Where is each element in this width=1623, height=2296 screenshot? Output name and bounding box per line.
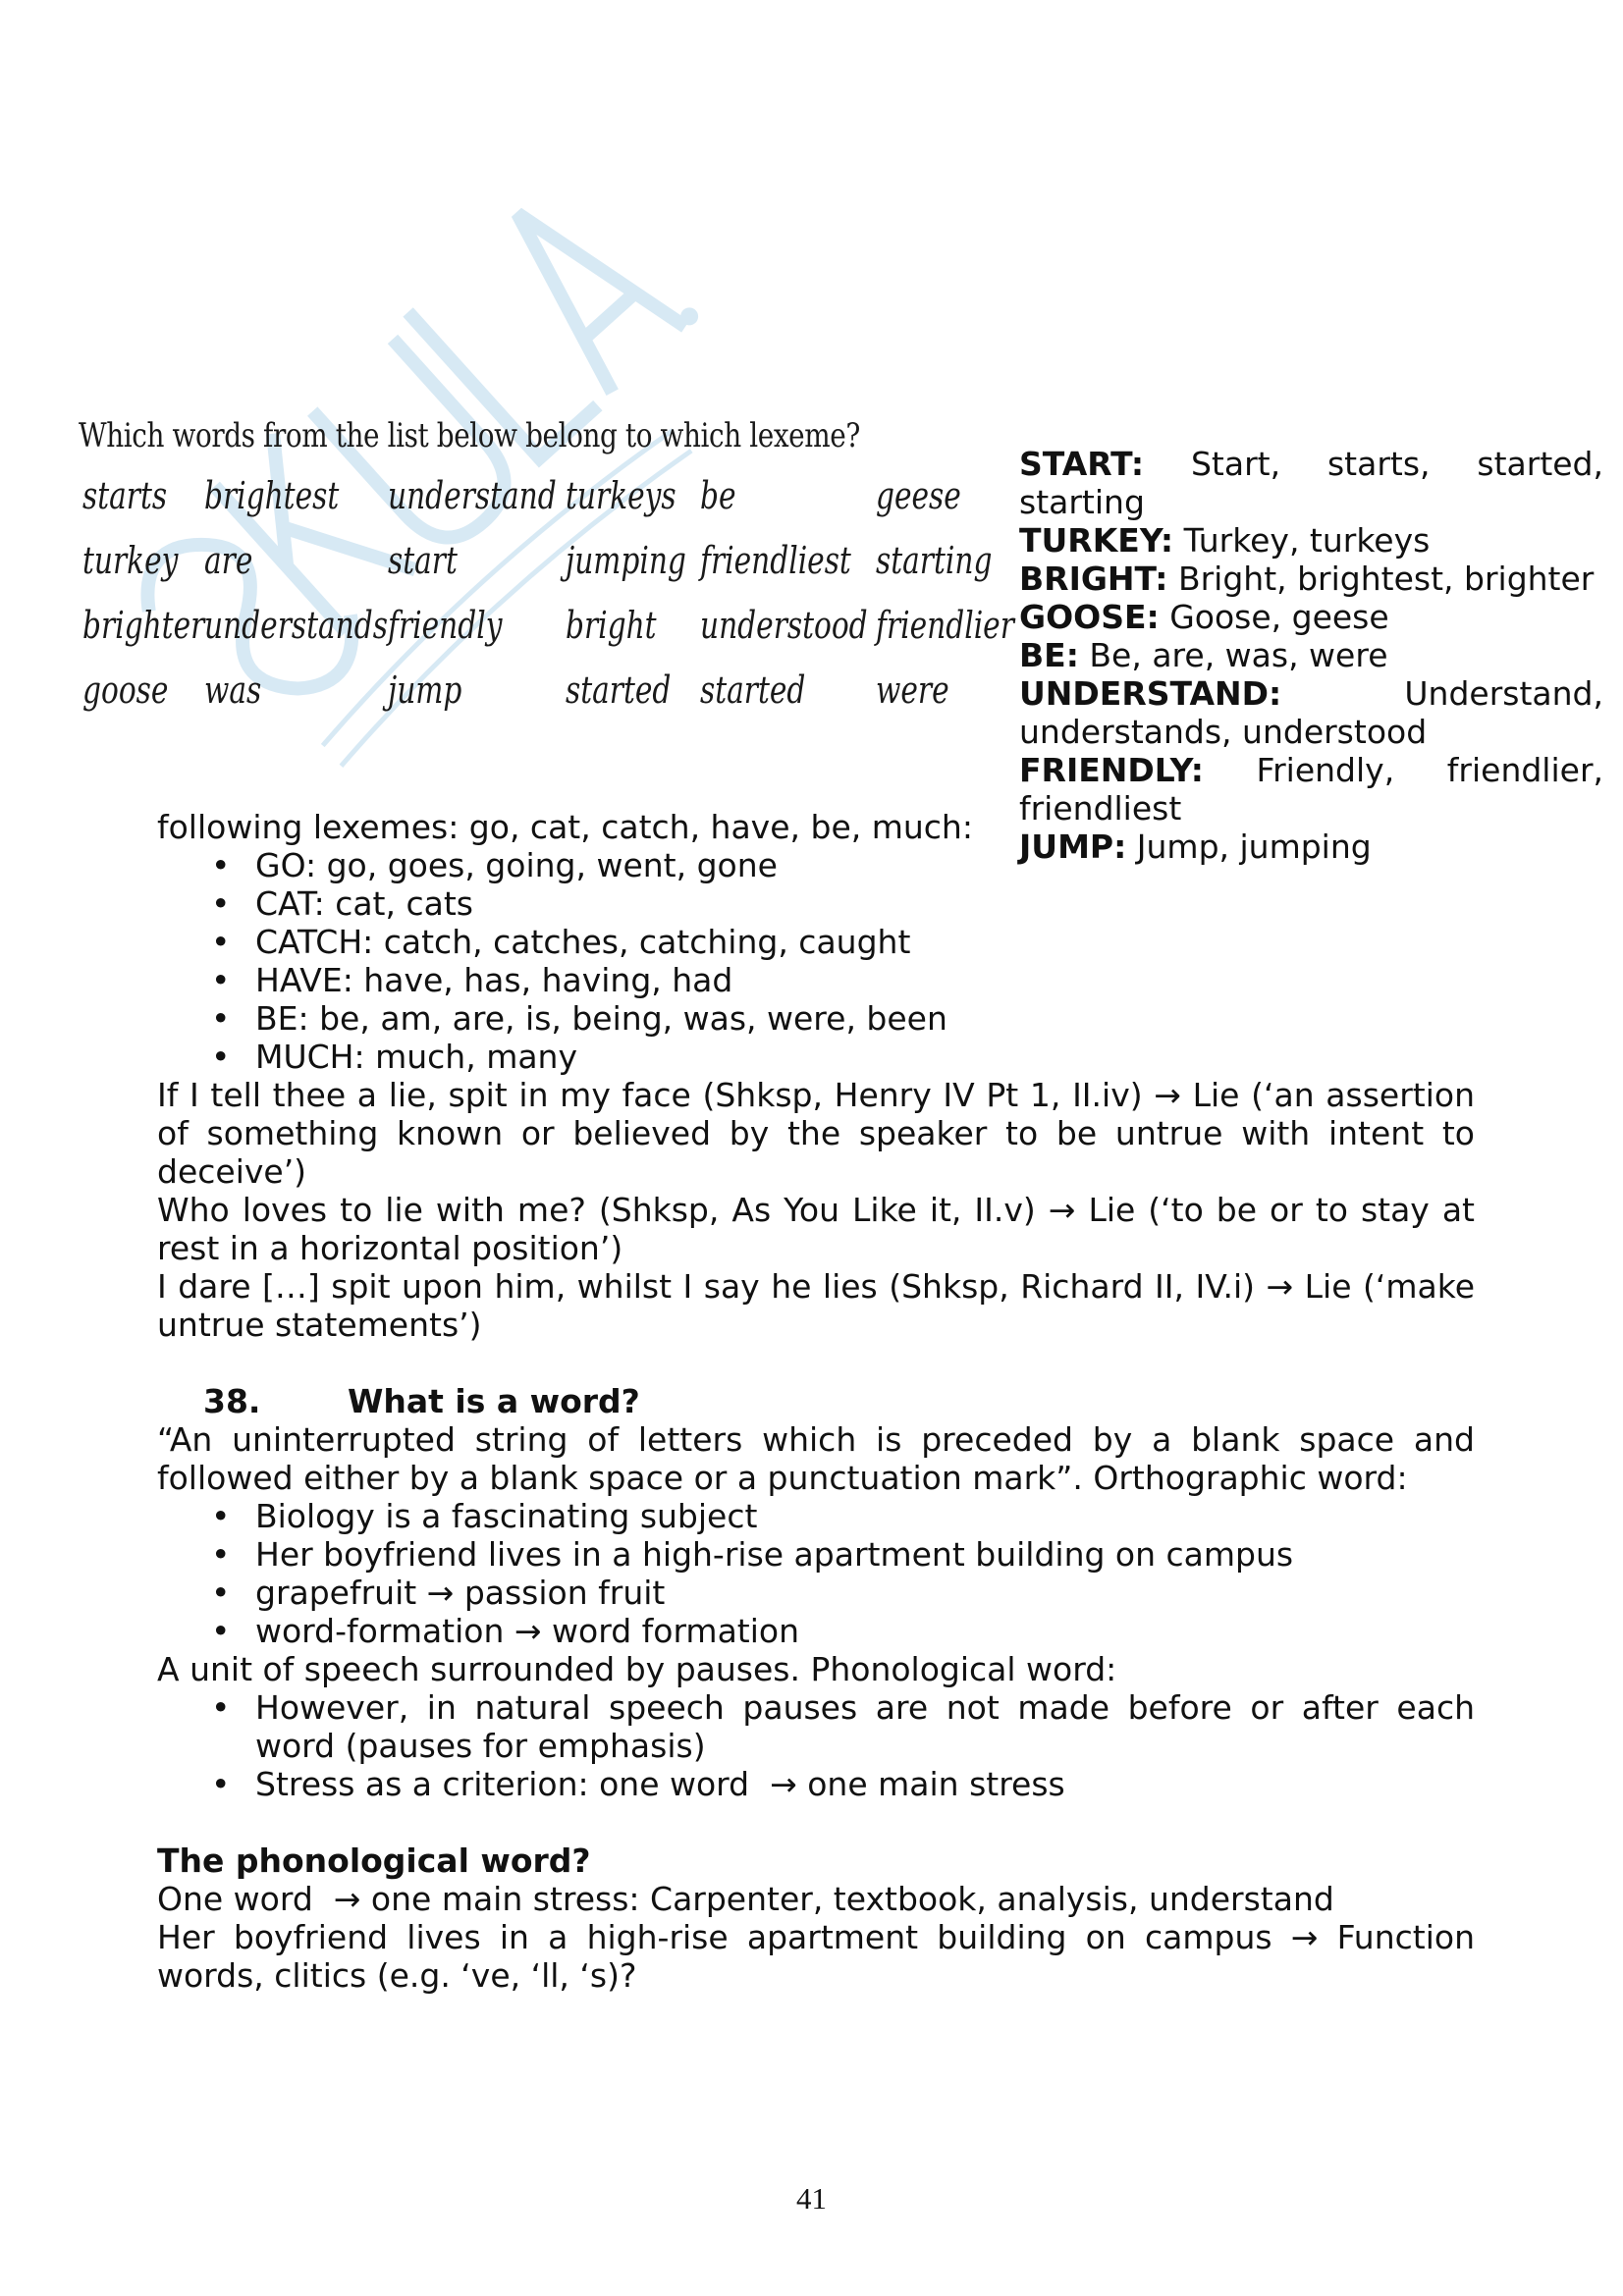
section-title: What is a word? [348, 1382, 640, 1420]
exercise-prompt: Which words from the list below belong to which lexeme? [79, 416, 860, 455]
section-heading [157, 1382, 1475, 1420]
answer-forms: Bright, brightest, brighter [1177, 560, 1595, 598]
word-cell: starting [876, 539, 993, 582]
list-item: • HAVE: have, has, having, had [255, 961, 1475, 999]
list-item: • Biology is a fascinating subject [255, 1497, 1475, 1535]
word-cell: are [204, 539, 253, 582]
word-cell: started [700, 668, 806, 712]
word-cell: jump [388, 668, 462, 712]
word-cell: friendlier [876, 604, 1014, 647]
lie-example: If I tell thee a lie, spit in my face (Shksp, Henry IV Pt 1, II.iv) → Lie (‘an assertion of something known or believed by the speaker to be untrue with intent to deceive’) [157, 1076, 1475, 1191]
page-number: 41 [796, 2181, 827, 2216]
answer-key [1019, 445, 1603, 866]
word-cell: be [700, 474, 736, 517]
answer-forms: Friendly, friendlier, friendliest [1019, 751, 1603, 828]
answer-lexeme: START: [1019, 445, 1145, 483]
phonological-heading: The phonological word? [157, 1842, 591, 1880]
phonological-line: One word → one main stress: Carpenter, textbook, analysis, understand [157, 1880, 1334, 1918]
answer-lexeme: BE: [1019, 636, 1079, 674]
word-cell: turkey [82, 539, 179, 582]
word-cell: understood [700, 604, 868, 647]
list-item: • MUCH: much, many [255, 1038, 1475, 1076]
answer-line [1019, 598, 1603, 636]
lie-example: I dare […] spit upon him, whilst I say he lies (Shksp, Richard II, IV.i) → Lie (‘make untrue statements’) [157, 1267, 1475, 1344]
answer-lexeme: FRIENDLY: [1019, 751, 1204, 789]
answer-forms: Goose, geese [1169, 598, 1389, 636]
list-item: • GO: go, goes, going, went, gone [255, 846, 1475, 884]
list-item: • Her boyfriend lives in a high-rise apartment building on campus [255, 1535, 1475, 1574]
answer-lexeme: TURKEY: [1019, 521, 1174, 560]
word-cell: start [388, 539, 458, 582]
word-cell: geese [876, 474, 961, 517]
answer-lexeme: GOOSE: [1019, 598, 1160, 636]
list-item: • BE: be, am, are, is, being, was, were, been [255, 999, 1475, 1038]
answer-line [1019, 636, 1603, 674]
answer-forms: Be, are, was, were [1089, 636, 1388, 674]
word-cell: brighter [82, 604, 205, 647]
list-item: • grapefruit → passion fruit [255, 1574, 1475, 1612]
main-body [157, 808, 1475, 1995]
word-cell: started [566, 668, 672, 712]
lie-example: Who loves to lie with me? (Shksp, As You Like it, II.v) → Lie (‘to be or to stay at rest in a horizontal position’) [157, 1191, 1475, 1267]
answer-forms: Start, starts, started, starting [1019, 445, 1603, 521]
word-cell: were [876, 668, 949, 712]
word-cell: friendly [388, 604, 503, 647]
answer-lexeme: UNDERSTAND: [1019, 674, 1282, 713]
word-cell: turkeys [566, 474, 676, 517]
exercise-word-grid [79, 474, 1014, 742]
answer-forms: Understand, understands, understood [1019, 674, 1603, 751]
list-item: • Stress as a criterion: one word → one main stress [255, 1765, 1475, 1803]
word-cell: starts [82, 474, 168, 517]
section-number: 38. [203, 1382, 261, 1420]
phonological-definition: A unit of speech surrounded by pauses. Phonological word: [157, 1650, 1117, 1688]
answer-line [1019, 674, 1603, 751]
answer-line [1019, 521, 1603, 560]
word-cell: goose [82, 668, 169, 712]
word-cell: understand [388, 474, 557, 517]
phonological-list [157, 1688, 1475, 1803]
lexemes-intro: following lexemes: go, cat, catch, have, be, much: [157, 808, 973, 846]
lexemes-list [157, 846, 1475, 1076]
word-cell: was [204, 668, 262, 712]
orthographic-definition: “An uninterrupted string of letters which is preceded by a blank space and followed either by a blank space or a punctuation mark”. Orthographic word: [157, 1420, 1475, 1497]
list-item: • CAT: cat, cats [255, 884, 1475, 923]
word-cell: friendliest [700, 539, 851, 582]
answer-forms: Jump, jumping [1126, 828, 1372, 866]
list-item: • However, in natural speech pauses are not made before or after each word (pauses for emphasis) [255, 1688, 1475, 1765]
word-cell: jumping [566, 539, 686, 582]
list-item: • word-formation → word formation [255, 1612, 1475, 1650]
answer-line [1019, 560, 1603, 598]
answer-forms: Turkey, turkeys [1183, 521, 1431, 560]
word-cell: bright [566, 604, 657, 647]
word-cell: understands [204, 604, 388, 647]
answer-lexeme: BRIGHT: [1019, 560, 1168, 598]
exercise-image [79, 416, 1014, 742]
answer-lexeme: JUMP: [1019, 828, 1127, 866]
list-item: • CATCH: catch, catches, catching, caught [255, 923, 1475, 961]
word-cell: brightest [204, 474, 340, 517]
orthographic-list [157, 1497, 1475, 1650]
answer-line [1019, 445, 1603, 521]
phonological-line: Her boyfriend lives in a high-rise apartment building on campus → Function words, clitics (e.g. ‘ve, ‘ll, ‘s)? [157, 1918, 1475, 1995]
